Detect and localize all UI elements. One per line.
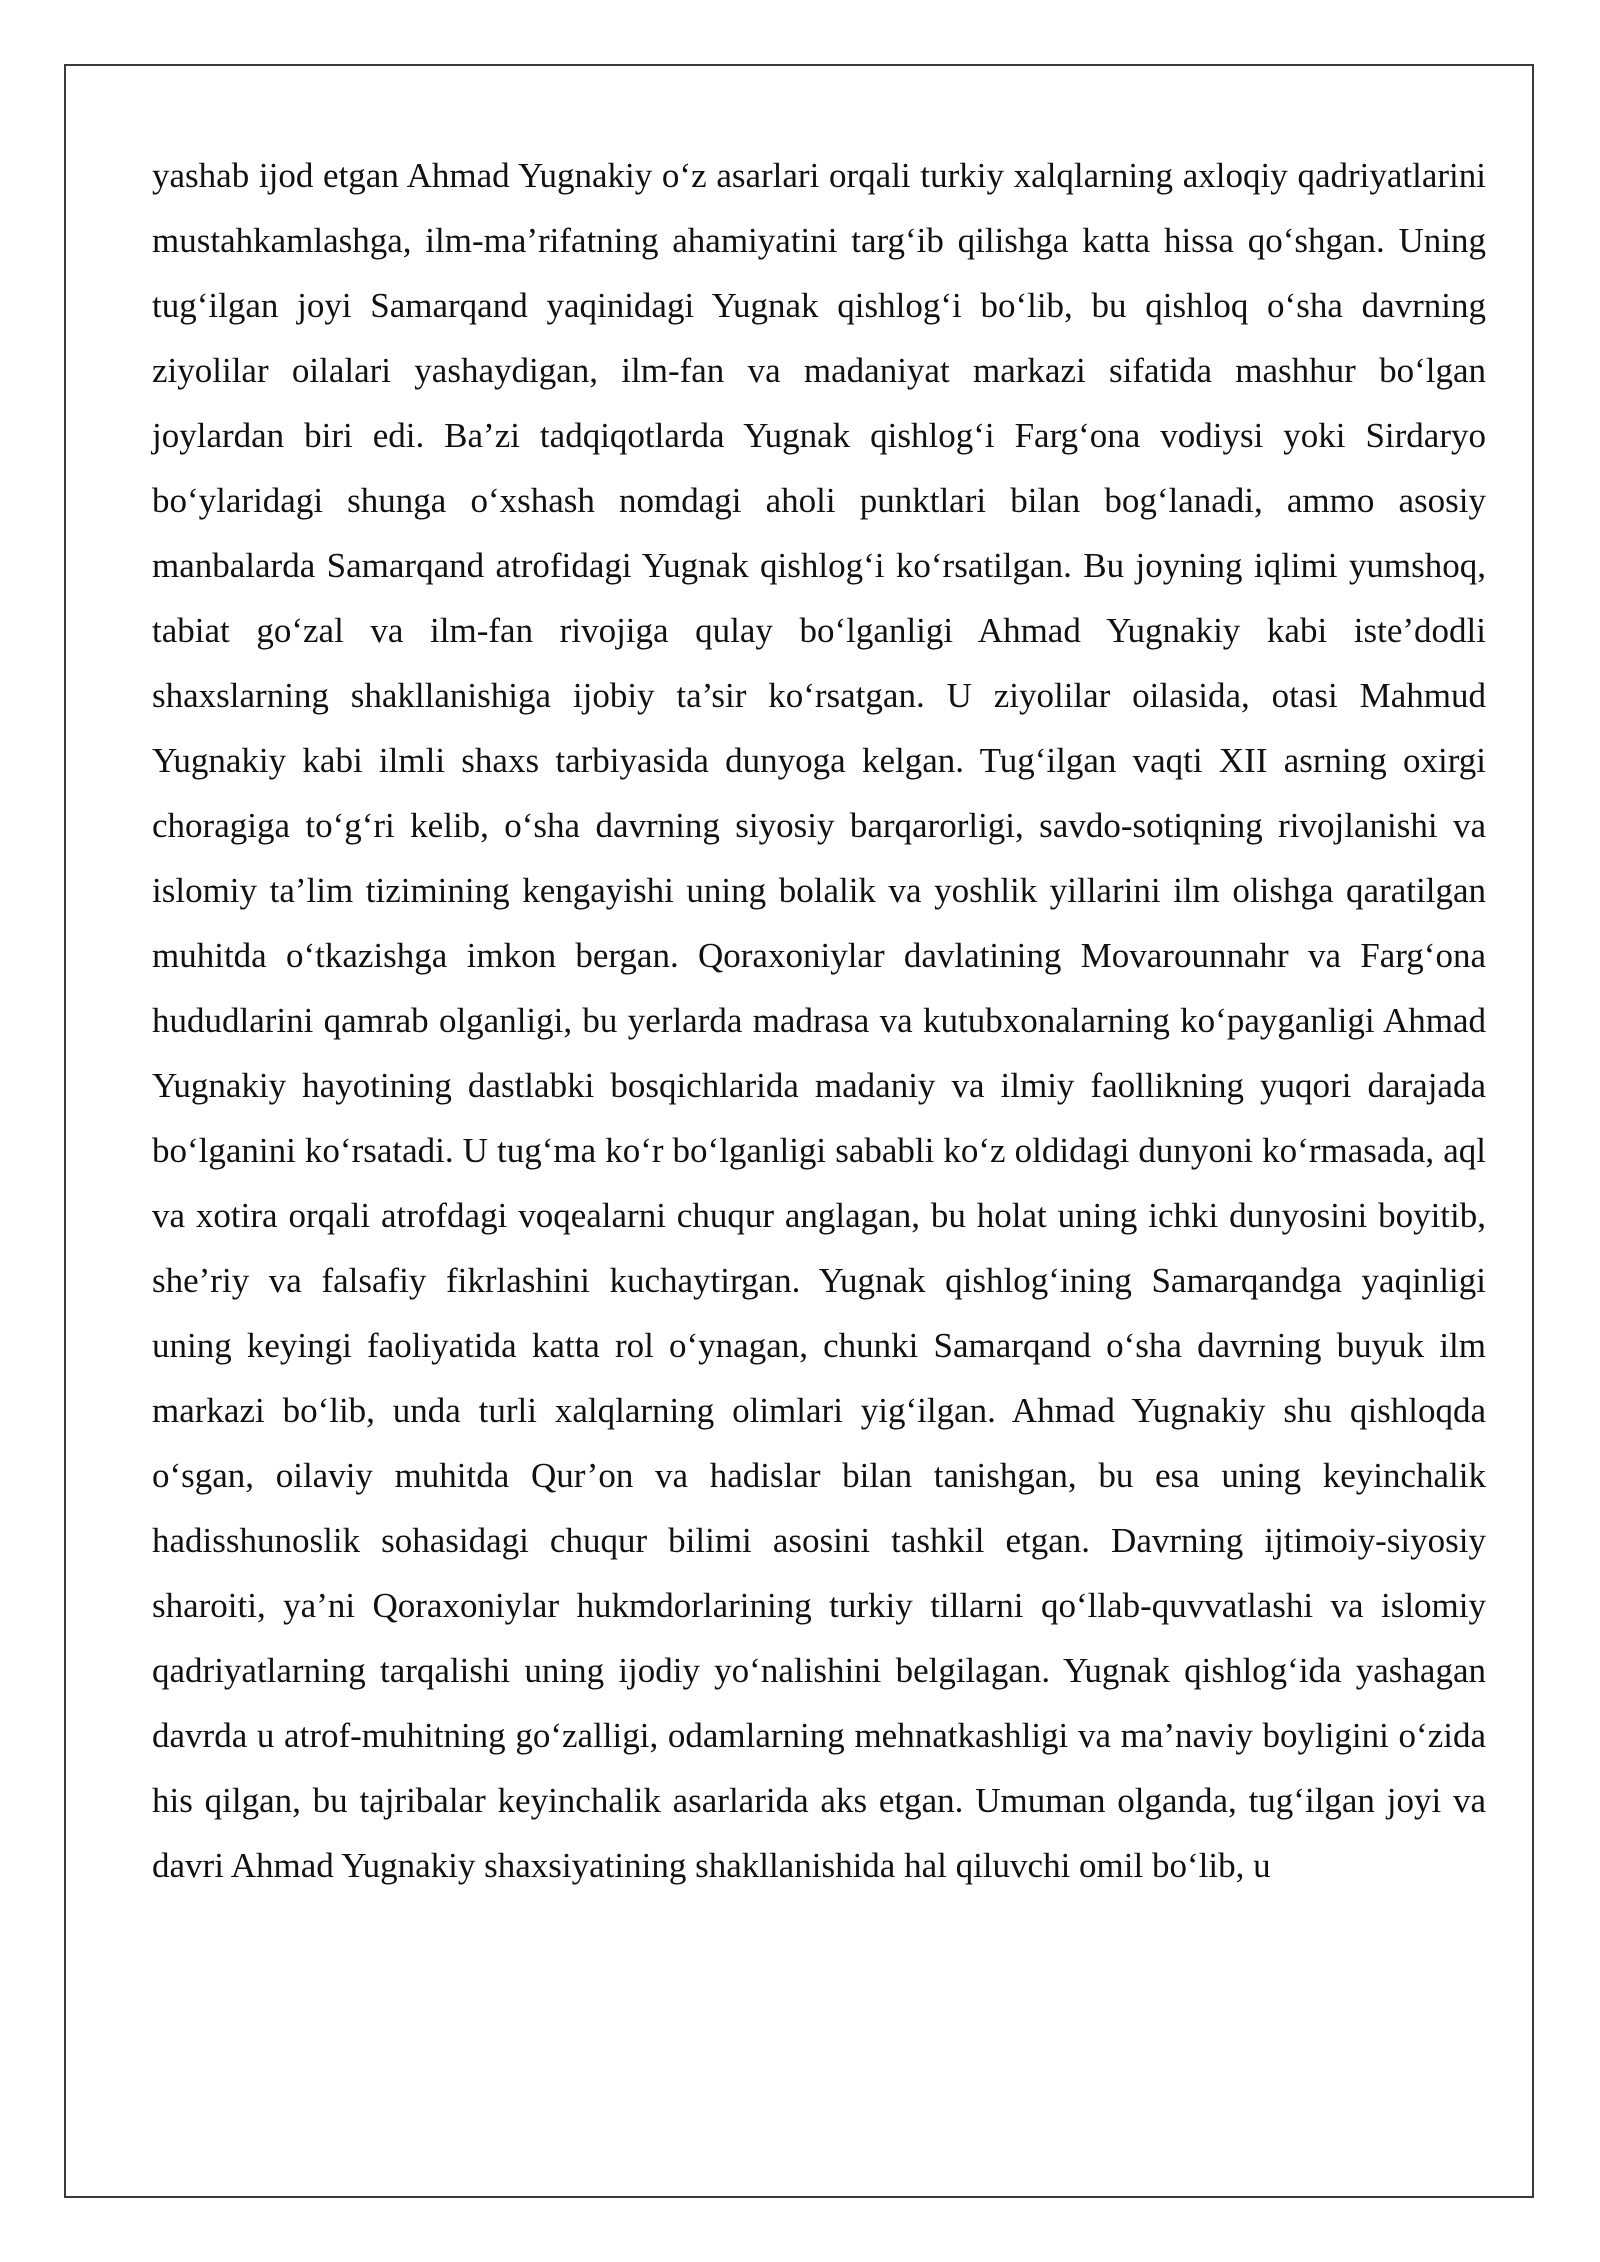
body-paragraph: yashab ijod etgan Ahmad Yugnakiy o‘z asarlari orqali turkiy xalqlarning axloqiy qadriyatlarini mustahkamlashga, ilm-ma’rifatning ahamiyatini targ‘ib qilishga katta hissa qo‘shgan. Uning tug‘ilgan joyi Samarqand yaqinidagi Yugnak qishlog‘i bo‘lib, bu qishloq o‘sha davrning ziyolilar oilalari yashaydigan, ilm-fan va madaniyat markazi sifatida mashhur bo‘lgan joylardan biri edi. Ba’zi tadqiqotlarda Yugnak qishlog‘i Farg‘ona vodiysi yoki Sirdaryo bo‘ylaridagi shunga o‘xshash nomdagi aholi punktlari bilan bog‘lanadi, ammo asosiy manbalarda Samarqand atrofidagi Yugnak qishlog‘i ko‘rsatilgan. Bu joyning iqlimi yumshoq, tabiat go‘zal va ilm-fan rivojiga qulay bo‘lganligi Ahmad Yugnakiy kabi iste’dodli shaxslarning shakllanishiga ijobiy ta’sir ko‘rsatgan. U ziyolilar oilasida, otasi Mahmud Yugnakiy kabi ilmli shaxs tarbiyasida dunyoga kelgan. Tug‘ilgan vaqti XII asrning oxirgi choragiga to‘g‘ri kelib, o‘sha davrning siyosiy barqarorligi, savdo-sotiqning rivojlanishi va islomiy ta’lim tizimining kengayishi uning bolalik va yoshlik yillarini ilm olishga qaratilgan muhitda o‘tkazishga imkon bergan. Qoraxoniylar davlatining Movarounnahr va Farg‘ona hududlarini qamrab olganligi, bu yerlarda madrasa va kutubxonalarning ko‘payganligi Ahmad Yugnakiy hayotining dastlabki bosqichlarida madaniy va ilmiy faollikning yuqori darajada bo‘lganini ko‘rsatadi. U tug‘ma ko‘r bo‘lganligi sababli ko‘z oldidagi dunyoni ko‘rmasada, aql va xotira orqali atrofdagi voqealarni chuqur anglagan, bu holat uning ichki dunyosini boyitib, she’riy va falsafiy fikrlashini kuchaytirgan. Yugnak qishlog‘ining Samarqandga yaqinligi uning keyingi faoliyatida katta rol o‘ynagan, chunki Samarqand o‘sha davrning buyuk ilm markazi bo‘lib, unda turli xalqlarning olimlari yig‘ilgan. Ahmad Yugnakiy shu qishloqda o‘sgan, oilaviy muhitda Qur’on va hadislar bilan tanishgan, bu esa uning keyinchalik hadisshunoslik sohasidagi chuqur bilimi asosini tashkil etgan. Davrning ijtimoiy-siyosiy sharoiti, ya’ni Qoraxoniylar hukmdorlarining turkiy tillarni qo‘llab-quvvatlashi va islomiy qadriyatlarning tarqalishi uning ijodiy yo‘nalishini belgilagan. Yugnak qishlog‘ida yashagan davrda u atrof-muhitning go‘zalligi, odamlarning mehnatkashligi va ma’naviy boyligini o‘zida his qilgan, bu tajribalar keyinchalik asarlarida aks etgan. Umuman olganda, tug‘ilgan joyi va davri Ahmad Yugnakiy shaxsiyatining shakllanishida hal qiluvchi omil bo‘lib, u [152, 156, 1486, 1885]
